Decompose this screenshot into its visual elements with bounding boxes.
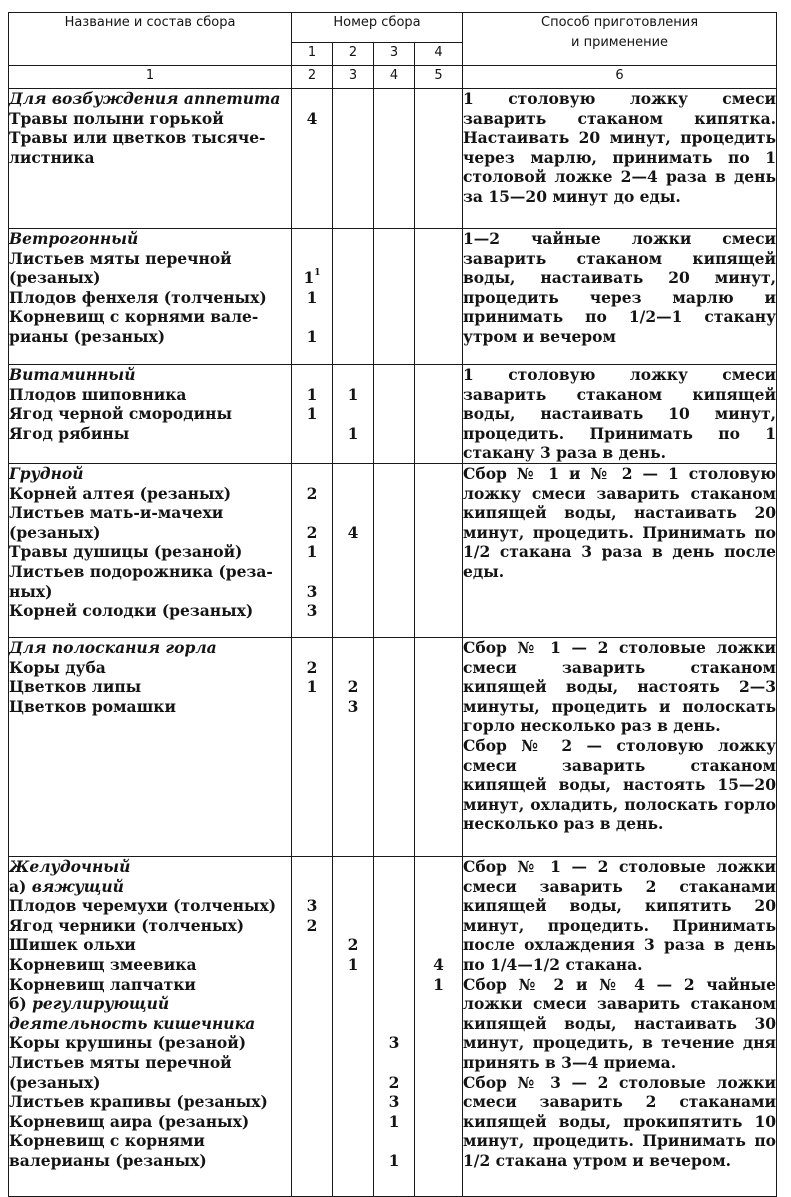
collection-3-amounts xyxy=(374,856,415,1196)
amount-slot xyxy=(333,975,373,995)
collection-title: Для полоскания горла xyxy=(9,637,217,657)
collection-1-amounts xyxy=(292,365,333,464)
spacer xyxy=(292,638,332,658)
collection-composition-cell xyxy=(9,229,292,365)
amount-slot xyxy=(333,109,373,129)
spacer xyxy=(374,464,414,484)
amount-slot xyxy=(333,1092,373,1112)
amount-slot xyxy=(333,677,373,697)
amount-slot xyxy=(292,916,332,936)
collection-3-amounts xyxy=(374,89,415,229)
ingredient-name: Листьев подорожника (реза- xyxy=(9,561,273,581)
amount-slot xyxy=(333,697,373,717)
amount-slot xyxy=(374,109,414,129)
amount-slot xyxy=(292,975,332,995)
amount-slot xyxy=(374,697,414,717)
amount-slot xyxy=(374,424,414,444)
ingredient-amount: 3 xyxy=(306,896,318,916)
amount-slot xyxy=(333,249,373,288)
amount-slot xyxy=(374,484,414,504)
collection-2-amounts xyxy=(333,229,374,365)
amount-slot xyxy=(374,1053,414,1092)
amount-slot xyxy=(415,955,462,975)
ingredient-name: Корневищ лапчатки xyxy=(9,974,196,994)
ingredient-name: Корней алтея (резаных) xyxy=(9,483,232,503)
ingredient-name: Корней солодки (резаных) xyxy=(9,601,254,621)
ingredient-name: Ягод черники (толченых) xyxy=(9,915,245,935)
ingredient-amount: 1 xyxy=(306,404,318,424)
amount-slot xyxy=(415,975,462,995)
preparation-method-cell xyxy=(463,637,777,856)
collection-2-amounts xyxy=(333,856,374,1196)
amount-slot xyxy=(374,935,414,955)
spacer xyxy=(374,229,414,249)
spacer xyxy=(333,229,373,249)
footnote-marker: 1 xyxy=(314,268,321,279)
ingredient-name: Цветков липы xyxy=(9,677,142,697)
header-number: 1 xyxy=(292,43,333,66)
subgroup-name: деятельность кишечника xyxy=(9,1013,256,1033)
amount-slot xyxy=(374,677,414,697)
amount-slot xyxy=(374,658,414,678)
header-number-group: Номер сбора xyxy=(292,13,463,43)
spacer xyxy=(292,1014,332,1034)
amount-slot xyxy=(374,503,414,542)
column-number: 2 xyxy=(292,66,333,89)
amount-slot xyxy=(415,1092,462,1112)
amount-slot xyxy=(415,503,462,542)
ingredient-amount: 1 xyxy=(306,287,318,307)
amount-slot xyxy=(415,658,462,678)
collection-title: Витаминный xyxy=(9,365,136,384)
spacer xyxy=(374,857,414,877)
ingredient-amount: 2 xyxy=(347,677,359,697)
ingredient-amount: 3 xyxy=(347,696,359,716)
ingredient-name: Коры дуба xyxy=(9,657,106,677)
collection-3-amounts xyxy=(374,229,415,365)
ingredient-amount: 1 xyxy=(347,954,359,974)
collection-title: Грудной xyxy=(9,463,84,483)
table-row xyxy=(9,856,777,1196)
preparation-method-cell xyxy=(463,89,777,229)
spacer xyxy=(292,464,332,484)
amount-slot xyxy=(292,288,332,308)
ingredient-name: Корневищ змеевика xyxy=(9,954,197,974)
amount-slot xyxy=(415,249,462,288)
amount-slot xyxy=(292,935,332,955)
method-paragraph: Сбор № 1 — 2 столовые ложки смеси заварить 2 стаканами кипящей воды, кипятить 20 минут, процедить. Принимать после охлаждения 3 раза в день по 1/4—1/2 стакана. xyxy=(463,856,777,974)
ingredient-name: Шишек ольхи xyxy=(9,935,136,955)
amount-slot xyxy=(333,1053,373,1092)
spacer xyxy=(374,1014,414,1034)
column-number: 1 xyxy=(9,66,292,89)
collection-3-amounts xyxy=(374,365,415,464)
amount-slot xyxy=(333,542,373,562)
ingredient-amount: 2 xyxy=(306,483,318,503)
amount-slot xyxy=(415,1053,462,1092)
collection-2-amounts xyxy=(333,637,374,856)
method-paragraph: Сбор № 2 и № 4 — 2 чайные ложки смеси заварить стаканом кипящей воды, настаивать 30 минут, процедить, в течение дня принять в 3—4 приема. xyxy=(463,974,777,1072)
amount-slot xyxy=(415,307,462,346)
preparation-method-cell xyxy=(463,463,777,637)
collection-composition-cell xyxy=(9,856,292,1196)
spacer xyxy=(333,877,373,897)
ingredient-amount: 2 xyxy=(306,522,318,542)
collection-1-amounts xyxy=(292,463,333,637)
amount-slot xyxy=(292,109,332,129)
amount-slot xyxy=(415,1033,462,1053)
preparation-method-cell xyxy=(463,229,777,365)
ingredient-amount: 1 xyxy=(306,542,318,562)
amount-slot xyxy=(415,935,462,955)
ingredient-name: (резаных) xyxy=(9,522,101,542)
ingredient-amount: 1 xyxy=(306,326,318,346)
ingredient-name: Цветков ромашки xyxy=(9,696,176,716)
table-row xyxy=(9,365,777,464)
spacer xyxy=(292,877,332,897)
ingredient-amount: 1 xyxy=(306,677,318,697)
amount-slot xyxy=(374,562,414,601)
header-number: 3 xyxy=(374,43,415,66)
ingredient-amount: 1 xyxy=(306,384,318,404)
amount-slot xyxy=(292,562,332,601)
ingredient-amount: 4 xyxy=(306,108,318,128)
amount-slot xyxy=(333,955,373,975)
collection-2-amounts xyxy=(333,89,374,229)
header-method xyxy=(463,13,777,66)
collection-4-amounts xyxy=(415,89,463,229)
ingredient-name: Плодов фенхеля (толченых) xyxy=(9,287,267,307)
amount-slot xyxy=(415,109,462,129)
subgroup-name: регулирующий xyxy=(32,994,170,1014)
ingredient-name: Ягод черной смородины xyxy=(9,404,232,424)
table-row xyxy=(9,229,777,365)
collection-composition-cell xyxy=(9,637,292,856)
spacer xyxy=(415,877,462,897)
collection-title: Ветрогонный xyxy=(9,229,139,248)
amount-slot xyxy=(292,896,332,916)
amount-slot xyxy=(415,1112,462,1132)
amount-slot xyxy=(374,249,414,288)
spacer xyxy=(415,638,462,658)
ingredient-amount: 3 xyxy=(388,1033,400,1053)
ingredient-name: (резаных) xyxy=(9,268,101,288)
ingredient-amount: 4 xyxy=(347,522,359,542)
collection-title: Желудочный xyxy=(9,856,131,876)
amount-slot xyxy=(415,601,462,621)
column-number: 4 xyxy=(374,66,415,89)
spacer xyxy=(415,89,462,109)
collection-3-amounts xyxy=(374,463,415,637)
spacer xyxy=(415,994,462,1014)
amount-slot xyxy=(415,542,462,562)
amount-slot xyxy=(333,1033,373,1053)
amount-slot xyxy=(292,1131,332,1170)
amount-slot xyxy=(333,1112,373,1132)
ingredient-name: Травы или цветков тысяче- xyxy=(9,128,266,148)
collection-4-amounts xyxy=(415,463,463,637)
amount-slot xyxy=(374,1092,414,1112)
spacer xyxy=(415,464,462,484)
ingredient-amount: 1 xyxy=(347,423,359,443)
document-page xyxy=(8,12,776,1197)
amount-slot xyxy=(292,404,332,424)
spacer xyxy=(415,1014,462,1034)
amount-slot xyxy=(415,288,462,308)
amount-slot xyxy=(374,307,414,346)
amount-slot xyxy=(333,658,373,678)
header-number: 2 xyxy=(333,43,374,66)
amount-slot xyxy=(374,542,414,562)
method-paragraph: Сбор № 1 и № 2 — 1 столовую ложку смеси заварить стаканом кипящей воды, настаивать 20 минут, процедить. Принимать по 1/2 стакана 3 раза в день после еды. xyxy=(463,463,777,581)
amount-slot xyxy=(374,896,414,916)
ingredient-amount: 2 xyxy=(306,657,318,677)
method-paragraph: 1—2 чайные ложки смеси заварить стаканом кипящей воды, настаивать 20 минут, процедить через марлю и принимать по 1/2—1 стакану утром и вечером xyxy=(463,229,777,346)
subgroup-label xyxy=(9,994,291,1014)
ingredient-name: валерианы (резаных) xyxy=(9,1150,207,1170)
subgroup-prefix: б) xyxy=(9,994,33,1014)
amount-slot xyxy=(415,404,462,424)
ingredient-amount: 1 xyxy=(433,974,444,994)
collection-3-amounts xyxy=(374,637,415,856)
spacer xyxy=(374,638,414,658)
amount-slot xyxy=(333,288,373,308)
spacer xyxy=(292,994,332,1014)
table-row xyxy=(9,637,777,856)
amount-slot xyxy=(374,916,414,936)
spacer xyxy=(333,1014,373,1034)
method-paragraph: Сбор № 2 — столовую ложку смеси заварить стаканом кипящей воды, настоять 15—20 минут, охладить, полоскать горло несколько раз в день. xyxy=(463,735,777,834)
ingredient-amount: 1 xyxy=(388,1111,400,1131)
spacer xyxy=(333,89,373,109)
collection-1-amounts xyxy=(292,637,333,856)
ingredient-name: Плодов шиповника xyxy=(9,384,187,404)
ingredient-name: Листьев мать-и-мачехи xyxy=(9,503,224,523)
ingredient-amount: 3 xyxy=(306,581,318,601)
amount-slot xyxy=(415,916,462,936)
amount-slot xyxy=(333,503,373,542)
amount-slot xyxy=(292,1033,332,1053)
ingredient-name: Листьев крапивы (резаных) xyxy=(9,1092,268,1112)
spacer xyxy=(374,365,414,385)
spacer xyxy=(292,89,332,109)
spacer xyxy=(415,229,462,249)
amount-slot xyxy=(374,601,414,621)
header-method-line: Способ приготовления xyxy=(541,15,699,30)
ingredient-amount xyxy=(292,268,332,288)
column-number: 3 xyxy=(333,66,374,89)
amount-slot xyxy=(292,697,332,717)
amount-slot xyxy=(333,307,373,346)
amount-slot xyxy=(333,562,373,601)
spacer xyxy=(333,365,373,385)
subgroup-label xyxy=(9,1014,291,1034)
table-row xyxy=(9,463,777,637)
amount-slot xyxy=(292,1092,332,1112)
method-paragraph: Сбор № 1 — 2 столовые ложки смеси заварить стаканом кипящей воды, настоять 2—3 минуты, процедить и полоскать горло несколько раз в день. xyxy=(463,637,777,736)
amount-slot xyxy=(333,424,373,444)
ingredient-amount: 1 xyxy=(388,1150,400,1170)
ingredient-amount-value: 1 xyxy=(303,268,315,288)
amount-slot xyxy=(415,128,462,167)
ingredient-name: Листьев мяты перечной xyxy=(9,1052,232,1072)
amount-slot xyxy=(333,404,373,424)
ingredient-amount: 3 xyxy=(306,601,318,621)
collection-1-amounts xyxy=(292,229,333,365)
collection-composition-cell xyxy=(9,89,292,229)
collection-2-amounts xyxy=(333,463,374,637)
method-paragraph: 1 столовую ложку смеси заварить стаканом кипятка. Настаивать 20 минут, процедить через марлю, принимать по 1 столовой ложке 2—4 раза в день за 15—20 минут до еды. xyxy=(463,89,777,206)
table-body xyxy=(9,89,777,1197)
method-paragraph: 1 столовую ложку смеси заварить стаканом кипящей воды, настаивать 10 минут, процедить. Принимать по 1 стакану 3 раза в день. xyxy=(463,365,777,463)
header-name: Название и состав сбора xyxy=(9,13,292,66)
amount-slot xyxy=(333,935,373,955)
amount-slot xyxy=(374,1131,414,1170)
amount-slot xyxy=(292,385,332,405)
ingredient-name: Ягод рябины xyxy=(9,423,130,443)
ingredient-name: листника xyxy=(9,147,95,167)
spacer xyxy=(374,877,414,897)
collection-4-amounts xyxy=(415,637,463,856)
amount-slot xyxy=(292,249,332,288)
amount-slot xyxy=(415,424,462,444)
amount-slot xyxy=(374,1033,414,1053)
amount-slot xyxy=(374,975,414,995)
ingredient-amount: 4 xyxy=(433,954,444,974)
amount-slot xyxy=(292,677,332,697)
amount-slot xyxy=(292,1112,332,1132)
amount-slot xyxy=(333,128,373,167)
amount-slot xyxy=(292,484,332,504)
amount-slot xyxy=(333,1131,373,1170)
collection-1-amounts xyxy=(292,89,333,229)
amount-slot xyxy=(415,562,462,601)
preparation-method-cell xyxy=(463,856,777,1196)
spacer xyxy=(292,857,332,877)
amount-slot xyxy=(333,916,373,936)
spacer xyxy=(292,365,332,385)
amount-slot xyxy=(374,288,414,308)
header-method-line: и применение xyxy=(571,34,669,50)
table-row xyxy=(9,89,777,229)
collection-4-amounts xyxy=(415,229,463,365)
ingredient-amount: 2 xyxy=(306,915,318,935)
spacer xyxy=(333,994,373,1014)
amount-slot xyxy=(374,128,414,167)
ingredient-name: Корневищ аира (резаных) xyxy=(9,1111,250,1131)
header-number: 4 xyxy=(415,43,463,66)
ingredient-name: Плодов черемухи (толченых) xyxy=(9,896,277,916)
amount-slot xyxy=(415,385,462,405)
herbal-collections-table xyxy=(8,12,777,1197)
amount-slot xyxy=(415,896,462,916)
amount-slot xyxy=(292,424,332,444)
ingredient-name: Травы полыни горькой xyxy=(9,108,224,128)
amount-slot xyxy=(415,484,462,504)
ingredient-name: (резаных) xyxy=(9,1072,101,1092)
amount-slot xyxy=(374,955,414,975)
collection-4-amounts xyxy=(415,365,463,464)
preparation-method-cell xyxy=(463,365,777,464)
spacer xyxy=(292,229,332,249)
spacer xyxy=(415,857,462,877)
column-number: 6 xyxy=(463,66,777,89)
subgroup-name: вяжущий xyxy=(31,876,124,896)
ingredient-amount: 1 xyxy=(347,384,359,404)
ingredient-name: Корневищ с корнями xyxy=(9,1131,205,1151)
collection-4-amounts xyxy=(415,856,463,1196)
amount-slot xyxy=(292,503,332,542)
spacer xyxy=(333,464,373,484)
amount-slot xyxy=(292,955,332,975)
amount-slot xyxy=(333,385,373,405)
amount-slot xyxy=(415,1131,462,1170)
subgroup-prefix: а) xyxy=(9,876,32,896)
amount-slot xyxy=(292,128,332,167)
ingredient-name: Травы душицы (резаной) xyxy=(9,542,243,562)
column-number: 5 xyxy=(415,66,463,89)
ingredient-amount: 2 xyxy=(388,1072,400,1092)
subgroup-label xyxy=(9,877,291,897)
amount-slot xyxy=(292,601,332,621)
ingredient-amount: 2 xyxy=(347,935,359,955)
ingredient-name: Корневищ с корнями вале- xyxy=(9,307,259,327)
collection-title: Для возбуждения аппетита xyxy=(9,89,281,108)
collection-2-amounts xyxy=(333,365,374,464)
spacer xyxy=(374,89,414,109)
amount-slot xyxy=(292,307,332,346)
collection-1-amounts xyxy=(292,856,333,1196)
spacer xyxy=(415,365,462,385)
collection-composition-cell xyxy=(9,463,292,637)
ingredient-name: Листьев мяты перечной xyxy=(9,248,232,268)
amount-slot xyxy=(333,896,373,916)
amount-slot xyxy=(292,1053,332,1092)
amount-slot xyxy=(292,658,332,678)
ingredient-name: Коры крушины (резаной) xyxy=(9,1033,247,1053)
amount-slot xyxy=(374,404,414,424)
spacer xyxy=(333,638,373,658)
amount-slot xyxy=(333,601,373,621)
ingredient-name: ных) xyxy=(9,581,53,601)
amount-slot xyxy=(374,385,414,405)
ingredient-name: рианы (резаных) xyxy=(9,326,166,346)
method-paragraph: Сбор № 3 — 2 столовые ложки смеси заварить 2 стаканами кипящей воды, прокипятить 10 минут, процедить. Принимать по 1/2 стакана утром и вечером. xyxy=(463,1072,777,1170)
collection-composition-cell xyxy=(9,365,292,464)
amount-slot xyxy=(333,484,373,504)
spacer xyxy=(374,994,414,1014)
ingredient-amount: 3 xyxy=(388,1092,400,1112)
amount-slot xyxy=(292,542,332,562)
amount-slot xyxy=(415,697,462,717)
spacer xyxy=(333,857,373,877)
amount-slot xyxy=(374,1112,414,1132)
amount-slot xyxy=(415,677,462,697)
